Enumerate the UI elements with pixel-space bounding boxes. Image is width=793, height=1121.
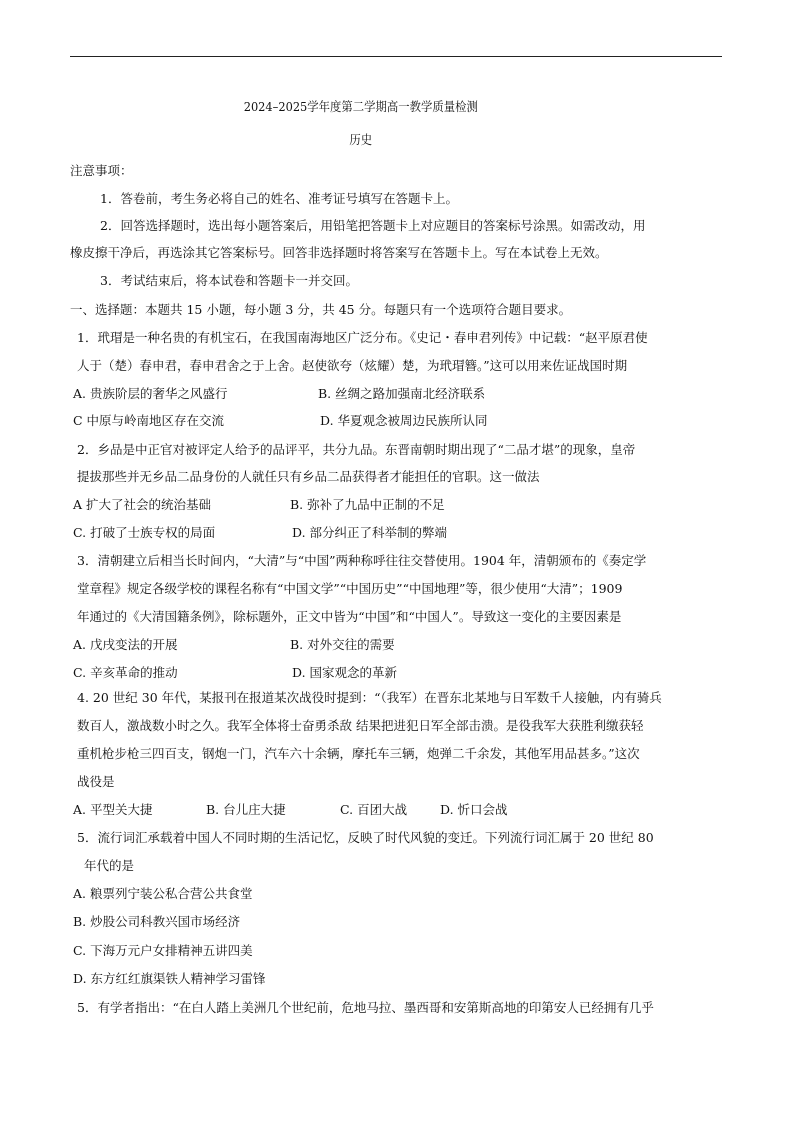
question-2-option-b: B. 弥补了九品中正制的不足	[290, 497, 445, 512]
question-3-line: 年通过的《大清国籍条例》，除标题外，正文中皆为“中国”和“中国人”。导致这一变化的主要因素是	[77, 609, 622, 624]
question-1-option-a: A. 贵族阶层的奢华之风盛行	[73, 386, 228, 401]
question-4-option-c: C. 百团大战	[340, 802, 408, 817]
question-6-line: 5．有学者指出：“在白人踏上美洲几个世纪前，危地马拉、墨西哥和安第斯高地的印第安人已经拥有几乎	[77, 1000, 654, 1015]
question-4-option-b: B. 台儿庄大捷	[206, 802, 286, 817]
question-3-option-b: B. 对外交往的需要	[290, 637, 395, 652]
exam-title: 2024–2025学年度第二学期高一教学质量检测	[243, 99, 478, 114]
question-3-option-d: D. 国家观念的革新	[292, 665, 398, 680]
question-3-option-c: C. 辛亥革命的推动	[73, 665, 178, 680]
question-4-line: 重机枪步枪三四百支，钢炮一门，汽车六十余辆，摩托车三辆，炮弹二千余发，其他军用品甚多。”这次	[77, 746, 640, 761]
question-5-option-d: D. 东方红红旗渠铁人精神学习雷锋	[73, 971, 266, 986]
question-5-option-c: C. 下海万元户女排精神五讲四美	[73, 943, 253, 958]
question-4-line: 战役是	[77, 774, 115, 789]
notice-item: 橡皮擦干净后，再选涂其它答案标号。回答非选择题时将答案写在答题卡上。写在本试卷上无效。	[70, 245, 608, 260]
question-2-option-c: C. 打破了士族专权的局面	[73, 525, 216, 540]
question-4-option-a: A. 平型关大捷	[73, 802, 153, 817]
question-1-option-b: B. 丝绸之路加强南北经济联系	[318, 386, 486, 401]
subject-title: 历史	[349, 132, 373, 147]
notice-item: 1．答卷前，考生务必将自己的姓名、准考证号填写在答题卡上。	[100, 191, 458, 206]
section-heading: 一、选择题：本题共 15 小题，每小题 3 分，共 45 分。每题只有一个选项符合题目要求。	[70, 302, 572, 317]
question-2-line: 提拔那些并无乡品二品身份的人就任只有乡品二品获得者才能担任的官职。这一做法	[77, 469, 540, 484]
question-2-line: 2．乡品是中正官对被评定人给予的品评平，共分九品。东晋南朝时期出现了“二品才堪”的现象，皇帝	[77, 442, 636, 457]
question-2-option-a: A 扩大了社会的统治基础	[73, 497, 212, 512]
question-1-line: 1．玳瑁是一种名贵的有机宝石，在我国南海地区广泛分布。《史记・春申君列传》中记载：“赵平原君使	[77, 330, 648, 345]
notice-item: 2．回答选择题时，选出每小题答案后，用铅笔把答题卡上对应题目的答案标号涂黑。如需改动，用	[100, 218, 646, 233]
question-2-option-d: D. 部分纠正了科举制的弊端	[292, 525, 448, 540]
notice-heading: 注意事项：	[70, 163, 133, 178]
question-5-line: 年代的是	[84, 858, 135, 873]
question-3-line: 堂章程》规定各级学校的课程名称有“中国文学”“中国历史”“中国地理”等，很少使用“大清”；1909	[77, 581, 623, 596]
question-4-line: 4. 20 世纪 30 年代，某报刊在报道某次战役时提到：“（我军）在晋东北某地与日军数千人接触，内有骑兵	[77, 690, 662, 705]
question-5-option-b: B. 炒股公司科教兴国市场经济	[73, 914, 241, 929]
question-3-option-a: A. 戊戌变法的开展	[73, 637, 178, 652]
question-4-line: 数百人，激战数小时之久。我军全体将士奋勇杀敌 结果把进犯日军全部击溃。是役我军大获胜利缴获轻	[77, 718, 644, 733]
question-1-line: 人于（楚）春申君，春申君舍之于上舍。赵使欲夸（炫耀）楚，为玳瑁簪。”这可以用来佐证战国时期	[77, 358, 628, 373]
question-5-option-a: A. 粮票列宁装公私合营公共食堂	[73, 886, 253, 901]
notice-item: 3．考试结束后，将本试卷和答题卡一并交回。	[100, 273, 358, 288]
question-1-option-c: C 中原与岭南地区存在交流	[73, 413, 225, 428]
question-5-line: 5．流行词汇承载着中国人不同时期的生活记忆，反映了时代风貌的变迁。下列流行词汇属于 20 世纪 80	[77, 830, 654, 845]
question-1-option-d: D. 华夏观念被周边民族所认同	[320, 413, 488, 428]
question-3-line: 3．清朝建立后相当长时间内，“大清”与“中国”两种称呼往往交替使用。1904 年，清朝颁布的《奏定学	[77, 553, 647, 568]
header-rule	[70, 56, 722, 57]
question-4-option-d: D. 忻口会战	[440, 802, 508, 817]
